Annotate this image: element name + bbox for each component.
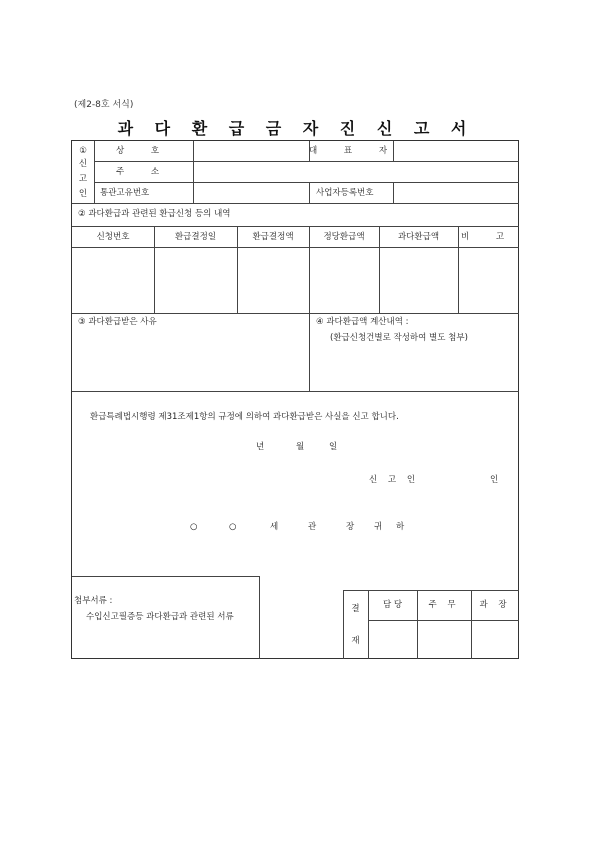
reason-field[interactable] [76, 333, 305, 387]
approval-sign-chief[interactable] [474, 623, 516, 656]
addressee-char: ○ [229, 522, 237, 532]
declaration-statement: 환급특례법시행령 제31조제1항의 규정에 의하여 과다환급받은 사실을 신고 합니다. [90, 412, 399, 422]
column-header: 정당환급액 [323, 232, 365, 242]
addressee-char: 세 [270, 522, 279, 532]
business-reg-label: 사업자등록번호 [316, 188, 374, 198]
table-cell-remarks[interactable] [461, 250, 516, 310]
addressee-char: 장 [346, 522, 355, 532]
addressee-char: ○ [190, 522, 198, 532]
section3-title: ③ 과다환급받은 사유 [78, 317, 157, 327]
address-label: 주 소 [115, 167, 172, 177]
seal-mark: 인 [490, 475, 499, 485]
section4-note: (환급신청건별로 작성하여 별도 첨부) [330, 333, 468, 343]
date-year-label: 년 [256, 442, 265, 452]
attachments-content: 수입신고필증등 과다환급과 관련된 서류 [86, 612, 234, 622]
business-reg-field[interactable] [397, 185, 515, 201]
approval-column-chief: 과 장 [479, 600, 511, 610]
customs-id-field[interactable] [197, 185, 305, 201]
table-cell-proper-amount[interactable] [312, 250, 376, 310]
approval-column-staff: 담 당 [382, 600, 403, 610]
trade-name-field[interactable] [197, 143, 305, 159]
column-header: 과다환급액 [397, 232, 440, 242]
form-number: (제2-8호 서식) [74, 100, 134, 110]
attachments-label: 첨부서류 : [74, 596, 113, 606]
section4-title: ④ 과다환급액 계산내역 : [316, 317, 409, 327]
section2-title: ② 과다환급과 관련된 환급신청 등의 내역 [78, 209, 231, 219]
column-header: 신청번호 [96, 232, 130, 242]
representative-field[interactable] [397, 143, 515, 159]
table-cell-application-no[interactable] [75, 250, 151, 310]
section1-label-char: 신 [78, 159, 88, 169]
date-month-label: 월 [296, 442, 305, 452]
table-cell-decision-amount[interactable] [240, 250, 306, 310]
representative-label: 대 표 자 [309, 146, 400, 156]
column-header: 환급결정액 [252, 232, 294, 242]
approval-label-char: 결 [351, 604, 360, 614]
column-header: 환급결정일 [174, 232, 217, 242]
table-cell-excess-amount[interactable] [382, 250, 455, 310]
customs-id-label: 통관고유번호 [100, 188, 150, 198]
trade-name-label: 상 호 [115, 146, 172, 156]
addressee-char: 관 [308, 522, 317, 532]
section1-number: ① [79, 146, 87, 156]
section1-label-char: 고 [78, 174, 88, 184]
approval-column-manager: 주 무 [428, 600, 460, 610]
table-cell-decision-date[interactable] [157, 250, 234, 310]
approval-sign-staff[interactable] [371, 623, 414, 656]
date-day-label: 일 [329, 442, 338, 452]
form-frame [71, 140, 519, 659]
addressee-char: 귀 [374, 522, 383, 532]
approval-label-char: 재 [351, 636, 360, 646]
form-title: 과 다 환 급 금 자 진 신 고 서 [117, 119, 475, 138]
address-field[interactable] [197, 164, 515, 180]
column-header: 비 고 [460, 232, 517, 242]
reporter-signature-label: 신 고 인 [369, 475, 420, 485]
addressee-char: 하 [396, 522, 405, 532]
section1-label-char: 인 [78, 189, 88, 199]
approval-sign-manager[interactable] [420, 623, 468, 656]
